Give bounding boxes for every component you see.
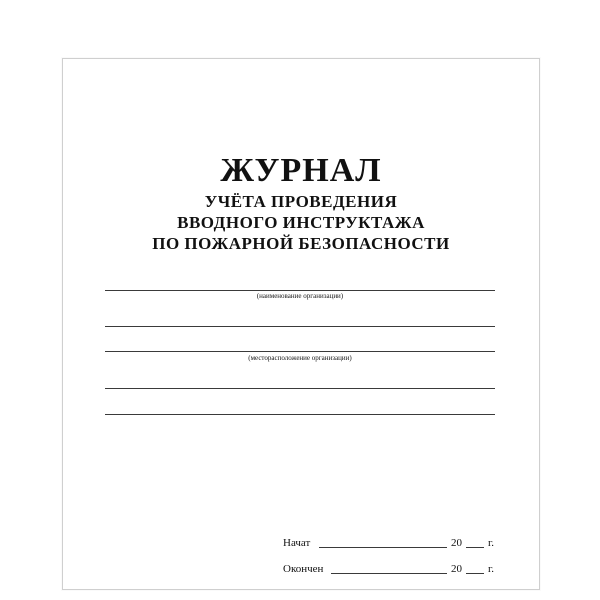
start-date-label: Начат [283, 537, 311, 549]
start-date-row [283, 535, 503, 551]
organization-location-extra-line-2 [105, 414, 495, 415]
organization-location-line [105, 351, 495, 352]
journal-subtitle-line-2: ВВОДНОГО ИНСТРУКТАЖА [177, 213, 425, 232]
organization-name-line [105, 290, 495, 291]
end-date-blank [331, 573, 447, 574]
journal-cover [62, 58, 540, 590]
end-year-prefix: 20 [451, 563, 462, 575]
journal-subtitle-line-1: УЧЁТА ПРОВЕДЕНИЯ [204, 192, 398, 211]
start-date-blank [319, 547, 447, 548]
start-year-suffix: г. [488, 537, 495, 549]
start-year-blank [466, 547, 484, 548]
end-date-label: Окончен [283, 563, 324, 575]
start-year-prefix: 20 [451, 537, 462, 549]
end-year-suffix: г. [488, 563, 495, 575]
journal-title: ЖУРНАЛ [220, 152, 382, 189]
organization-location-caption: (месторасположение организации) [248, 354, 352, 362]
journal-subtitle-line-3: ПО ПОЖАРНОЙ БЕЗОПАСНОСТИ [152, 234, 450, 253]
end-date-row [283, 561, 503, 577]
organization-extra-line [105, 326, 495, 327]
organization-location-extra-line-1 [105, 388, 495, 389]
organization-name-caption: (наименование организации) [256, 292, 344, 300]
end-year-blank [466, 573, 484, 574]
